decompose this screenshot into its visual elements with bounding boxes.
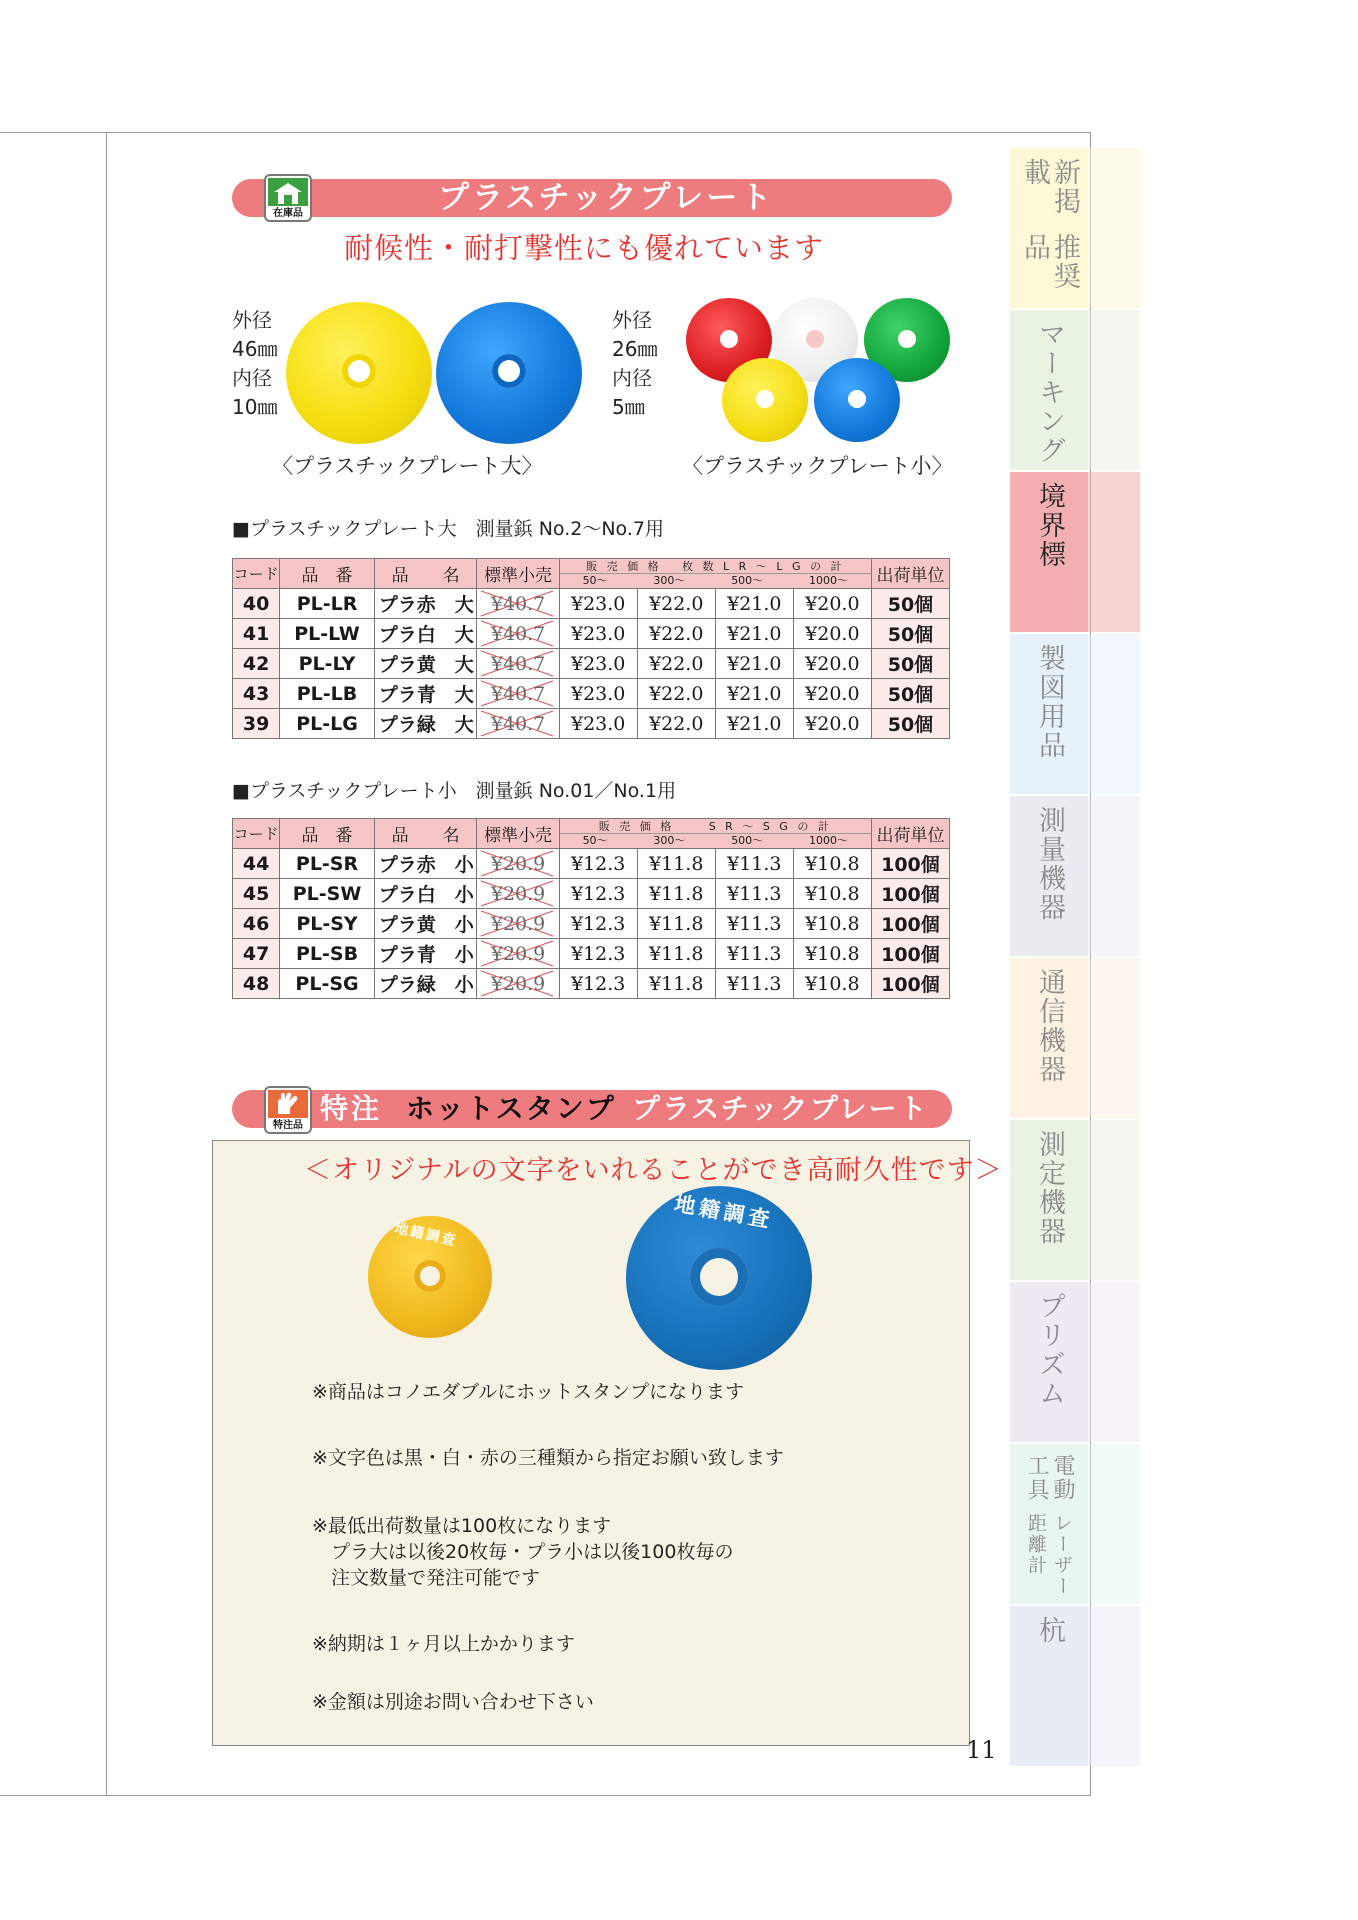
cell-code: 43 [233,679,280,709]
cell-price: ¥22.0 [637,649,715,679]
cell-code: 44 [233,849,280,879]
col-code: コード [233,559,280,589]
tab-strip-light [1088,148,1140,308]
tab-new-recommended[interactable] [1010,148,1140,308]
cell-code: 48 [233,969,280,999]
table-row [233,679,950,709]
col-std: 標準小売 [477,819,559,849]
spec-label: 外径 [232,308,272,332]
col-name: 品 名 [374,559,477,589]
plate-hole [756,390,774,408]
section2-title-c: プラスチックプレート [632,1092,929,1125]
tier-label: 500〜 [731,834,764,847]
note-line: ※納期は１ヶ月以上かかります [312,1633,575,1655]
table-row [233,909,950,939]
table-row [233,969,950,999]
cell-std [477,709,559,739]
cell-std [477,619,559,649]
cell-name: プラ赤 大 [374,589,477,619]
cell-code: 41 [233,619,280,649]
plate-hole [414,1260,446,1292]
tier-label: 300〜 [653,834,686,847]
spec-value: 46㎜ [232,337,278,361]
cell-unit: 100個 [871,879,949,909]
price-group-label: 販 売 価 格 枚 数 L R 〜 L G の 計 [586,560,845,573]
large-price-table [232,558,950,739]
cell-price: ¥11.8 [637,879,715,909]
page-number: 11 [966,1736,997,1764]
cell-unit: 50個 [871,649,949,679]
col-price-group [559,559,871,589]
tab-stakes[interactable] [1010,1606,1140,1766]
cell-name: プラ黄 大 [374,649,477,679]
cell-name: プラ緑 大 [374,709,477,739]
section1-subtitle: 耐候性・耐打撃性にも優れています [344,231,825,265]
cell-price: ¥12.3 [559,879,637,909]
cell-price: ¥10.8 [793,879,871,909]
tab-label-secondary: 推奨品 [1019,233,1080,291]
cell-std [477,939,559,969]
cell-price: ¥21.0 [715,649,793,679]
cell-price: ¥11.8 [637,849,715,879]
tier-label: 50〜 [582,574,608,587]
tab-label: 測量機器 [1034,806,1065,922]
cell-price: ¥23.0 [559,649,637,679]
section1-header [232,179,952,217]
tab-label: 通信機器 [1034,968,1065,1084]
cell-unit: 100個 [871,849,949,879]
cell-hinban: PL-LG [280,709,375,739]
col-code: コード [233,819,280,849]
cell-name: プラ緑 小 [374,969,477,999]
yellow-plate-stamp-text: 地籍調査 [392,1220,459,1250]
tab-strip-light [1088,958,1140,1118]
std-price: ¥20.9 [490,882,546,905]
section2-title-a: 特注 [320,1092,383,1125]
cell-std [477,969,559,999]
tier-label: 1000〜 [809,574,848,587]
tab-strip-light [1088,472,1140,632]
std-price: ¥20.9 [490,942,546,965]
std-price: ¥20.9 [490,852,546,875]
plate-hole [898,330,916,348]
plate-hole [806,330,824,348]
stock-badge [264,174,312,222]
spec-value: 26㎜ [612,337,658,361]
cell-price: ¥20.0 [793,709,871,739]
cell-hinban: PL-SR [280,849,375,879]
spec-label: 内径 [612,366,652,390]
cell-price: ¥20.0 [793,679,871,709]
cell-price: ¥11.3 [715,969,793,999]
tab-strip-light [1088,796,1140,956]
tab-strip-light [1088,1282,1140,1442]
tab-label-secondary: レーザー距離計 [1025,1513,1073,1598]
std-price: ¥20.9 [490,912,546,935]
std-price: ¥40.7 [490,652,546,675]
tab-label: 測定機器 [1034,1130,1065,1246]
tab-label: マーキング [1034,320,1065,465]
cell-std [477,879,559,909]
tab-power-tools-laser[interactable] [1010,1444,1140,1604]
cell-code: 42 [233,649,280,679]
cell-hinban: PL-SW [280,879,375,909]
std-price: ¥40.7 [490,712,546,735]
cell-unit: 50個 [871,619,949,649]
cell-price: ¥22.0 [637,709,715,739]
large-plate-spec [232,306,277,422]
cell-price: ¥12.3 [559,909,637,939]
cell-hinban: PL-SY [280,909,375,939]
custom-order-badge [264,1086,312,1134]
tier-label: 300〜 [653,574,686,587]
cell-unit: 100個 [871,939,949,969]
cell-price: ¥22.0 [637,619,715,649]
cell-price: ¥10.8 [793,849,871,879]
cell-price: ¥12.3 [559,939,637,969]
cell-price: ¥21.0 [715,619,793,649]
tier-label: 1000〜 [809,834,848,847]
cell-price: ¥20.0 [793,589,871,619]
note-line: ※最低出荷数量は100枚になります [312,1515,612,1537]
tab-label: プリズム [1034,1292,1065,1408]
table-row [233,709,950,739]
std-price: ¥40.7 [490,682,546,705]
section2-title-b: ホットスタンプ [406,1092,616,1125]
small-plate-caption: 〈プラスチックプレート小〉 [682,454,953,478]
section1-title: プラスチックプレート [438,180,775,216]
table-row [233,879,950,909]
cell-price: ¥11.8 [637,969,715,999]
cell-price: ¥21.0 [715,709,793,739]
cell-price: ¥23.0 [559,619,637,649]
tab-label: 製図用品 [1034,644,1065,760]
table-row [233,649,950,679]
col-std: 標準小売 [477,559,559,589]
tab-prism[interactable] [1010,1282,1140,1442]
stock-badge-label: 在庫品 [273,208,303,219]
cell-price: ¥11.8 [637,939,715,969]
cell-price: ¥10.8 [793,909,871,939]
cell-price: ¥23.0 [559,679,637,709]
table-row [233,849,950,879]
cell-name: プラ赤 小 [374,849,477,879]
cell-name: プラ青 小 [374,939,477,969]
note-line: プラ大は以後20枚毎・プラ小は以後100枚毎の [312,1541,734,1563]
custom-order-badge-label: 特注品 [273,1120,303,1131]
note-line: ※文字色は黒・白・赤の三種類から指定お願い致します [312,1447,784,1469]
cell-std [477,909,559,939]
table-row [233,619,950,649]
cell-price: ¥20.0 [793,619,871,649]
tier-label: 50〜 [582,834,608,847]
cell-name: プラ黄 小 [374,909,477,939]
section2-header [232,1090,952,1128]
cell-code: 45 [233,879,280,909]
std-price: ¥40.7 [490,622,546,645]
cell-unit: 100個 [871,909,949,939]
price-tiers [560,833,871,847]
tab-strip-light [1088,1444,1140,1604]
cell-std [477,589,559,619]
cell-price: ¥11.3 [715,909,793,939]
tab-strip-light [1088,310,1140,470]
spec-label: 内径 [232,366,272,390]
hand-icon [268,1090,308,1118]
tab-measuring[interactable] [1010,1120,1140,1280]
cell-price: ¥11.8 [637,909,715,939]
col-name: 品 名 [374,819,477,849]
plate-hole [690,1248,748,1306]
tab-label [1010,1454,1088,1604]
note-line: 注文数量で発注可能です [312,1567,541,1589]
cell-price: ¥22.0 [637,589,715,619]
tier-label: 500〜 [731,574,764,587]
cell-code: 46 [233,909,280,939]
tab-strip-light [1088,1606,1140,1766]
blue-plate-stamp-text: 地籍調査 [672,1191,776,1233]
table-header-row [233,819,950,849]
plate-hole [492,354,526,388]
cell-price: ¥10.8 [793,969,871,999]
cell-hinban: PL-SG [280,969,375,999]
cell-code: 39 [233,709,280,739]
plate-hole [848,390,866,408]
note-line: ※金額は別途お問い合わせ下さい [312,1691,594,1713]
spec-label: 外径 [612,308,652,332]
tab-marking[interactable] [1010,310,1140,470]
cell-price: ¥11.3 [715,879,793,909]
cell-price: ¥21.0 [715,679,793,709]
cell-hinban: PL-LR [280,589,375,619]
cell-hinban: PL-LY [280,649,375,679]
cell-name: プラ青 大 [374,679,477,709]
col-hinban: 品 番 [280,819,375,849]
price-group-label: 販 売 価 格 S R 〜 S G の 計 [598,820,832,833]
small-table-title: ■プラスチックプレート小 測量鋲 No.01／No.1用 [232,780,677,802]
col-price-group [559,819,871,849]
cell-unit: 50個 [871,679,949,709]
tab-communication[interactable] [1010,958,1140,1118]
small-price-table [232,818,950,999]
small-plate-spec [612,306,657,422]
cell-code: 40 [233,589,280,619]
section2-subtitle: ＜オリジナルの文字をいれることができ高耐久性です＞ [304,1155,1003,1186]
tab-strip-light [1088,1120,1140,1280]
tab-label-primary: 電動工具 [1024,1454,1075,1502]
tab-drafting[interactable] [1010,634,1140,794]
tab-label [1010,158,1088,308]
std-price: ¥40.7 [490,592,546,615]
cell-price: ¥11.3 [715,849,793,879]
plate-hole [342,354,376,388]
cell-price: ¥23.0 [559,709,637,739]
tab-label: 杭 [1034,1616,1065,1645]
spec-value: 5㎜ [612,395,645,419]
cell-price: ¥11.3 [715,939,793,969]
tab-label-primary: 新掲載 [1019,158,1080,216]
cell-code: 47 [233,939,280,969]
cell-unit: 50個 [871,589,949,619]
cell-hinban: PL-LB [280,679,375,709]
cell-price: ¥22.0 [637,679,715,709]
cell-std [477,849,559,879]
std-price: ¥20.9 [490,972,546,995]
tab-label: 境界標 [1034,482,1065,569]
cell-unit: 100個 [871,969,949,999]
cell-name: プラ白 小 [374,879,477,909]
large-table-title: ■プラスチックプレート大 測量鋲 No.2〜No.7用 [232,518,664,540]
warehouse-icon [268,178,308,206]
cell-price: ¥12.3 [559,849,637,879]
table-row [233,589,950,619]
cell-price: ¥10.8 [793,939,871,969]
col-unit: 出荷単位 [871,559,949,589]
price-tiers [560,573,871,587]
cell-price: ¥20.0 [793,649,871,679]
cell-hinban: PL-LW [280,619,375,649]
table-row [233,939,950,969]
cell-price: ¥21.0 [715,589,793,619]
spec-value: 10㎜ [232,395,278,419]
cell-price: ¥23.0 [559,589,637,619]
tab-strip-light [1088,634,1140,794]
frame-bottom [0,1795,1090,1796]
col-unit: 出荷単位 [871,819,949,849]
cell-unit: 50個 [871,709,949,739]
tab-surveying-instruments[interactable] [1010,796,1140,956]
large-plate-caption: 〈プラスチックプレート大〉 [272,454,543,478]
table-header-row [233,559,950,589]
col-hinban: 品 番 [280,559,375,589]
cell-std [477,679,559,709]
cell-hinban: PL-SB [280,939,375,969]
plate-hole [720,330,738,348]
note-line: ※商品はコノエダブルにホットスタンプになります [312,1381,745,1403]
frame-left [106,132,107,1796]
cell-name: プラ白 大 [374,619,477,649]
cell-std [477,649,559,679]
tab-boundary-marker[interactable] [1010,472,1140,632]
cell-price: ¥12.3 [559,969,637,999]
frame-top [0,132,1090,133]
